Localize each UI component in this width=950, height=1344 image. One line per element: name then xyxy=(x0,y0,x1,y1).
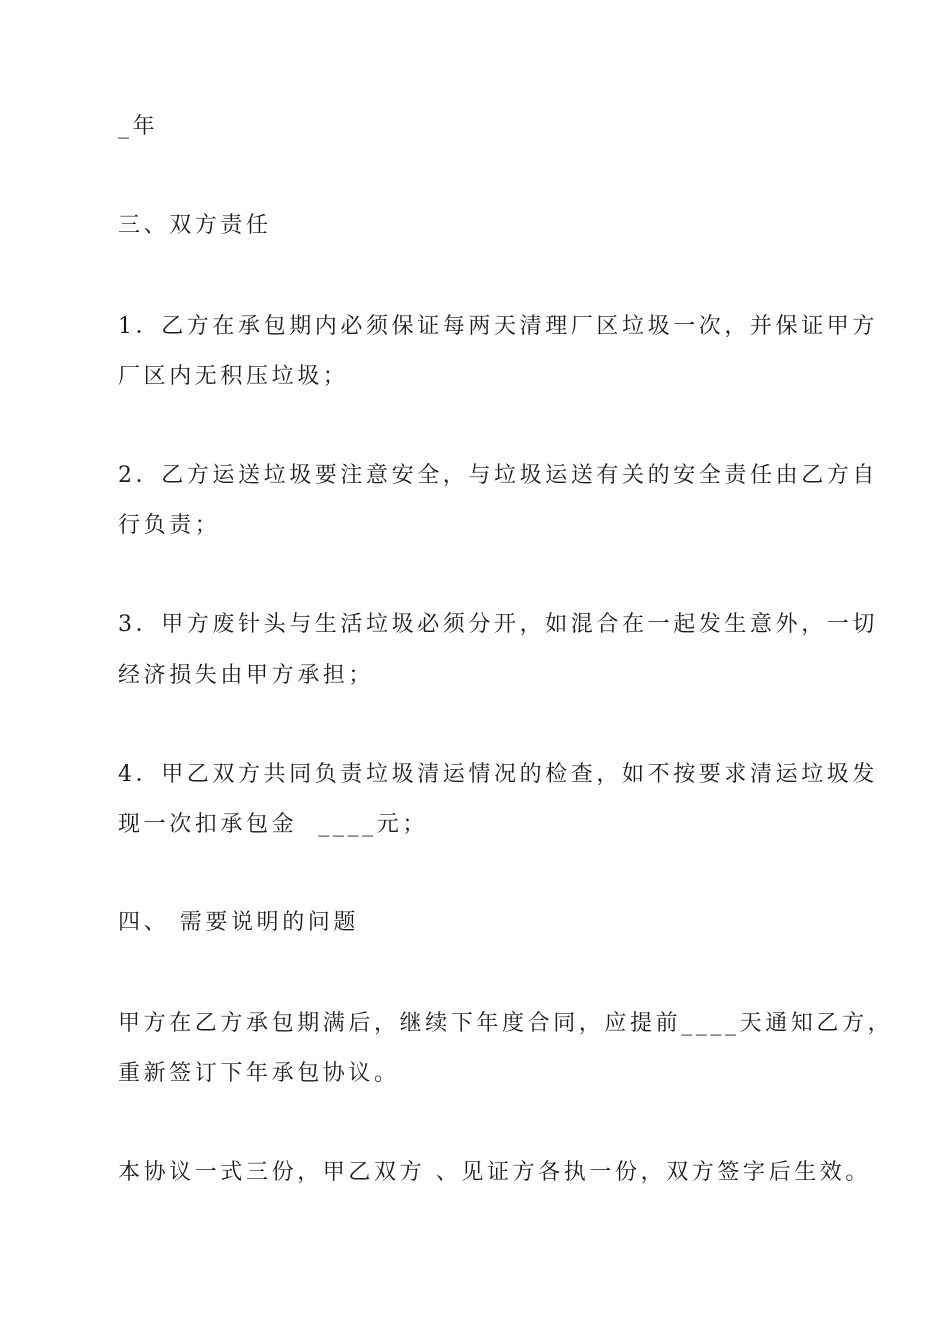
item-1-line-2: 厂区内无积压垃圾； xyxy=(118,364,349,389)
item-3-line-1: 3．甲方废针头与生活垃圾必须分开，如混合在一起发生意外，一切 xyxy=(118,612,878,637)
item-2-line-2: 行负责； xyxy=(118,513,221,538)
item-3-line-2: 经济损失由甲方承担； xyxy=(118,663,375,688)
renewal-paragraph-line-1: 甲方在乙方承包期满后，继续下年度合同，应提前____天通知乙方， xyxy=(118,1011,894,1036)
year-line: _年 xyxy=(118,114,159,139)
renewal-paragraph-line-2: 重新签订下年承包协议。 xyxy=(118,1061,400,1086)
item-2-line-1: 2．乙方运送垃圾要注意安全，与垃圾运送有关的安全责任由乙方自 xyxy=(118,463,878,488)
item-4-line-2: 现一次扣承包金 ____元； xyxy=(118,812,428,837)
item-4-line-1: 4．甲乙双方共同负责垃圾清运情况的检查，如不按要求清运垃圾发 xyxy=(118,762,878,787)
section-4-heading: 四、 需要说明的问题 xyxy=(118,910,359,935)
item-1-line-1: 1．乙方在承包期内必须保证每两天清理厂区垃圾一次，并保证甲方 xyxy=(118,314,878,339)
section-3-heading: 三、双方责任 xyxy=(118,213,272,238)
copies-paragraph: 本协议一式三份，甲乙双方 、见证方各执一份，双方签字后生效。 xyxy=(118,1160,871,1185)
